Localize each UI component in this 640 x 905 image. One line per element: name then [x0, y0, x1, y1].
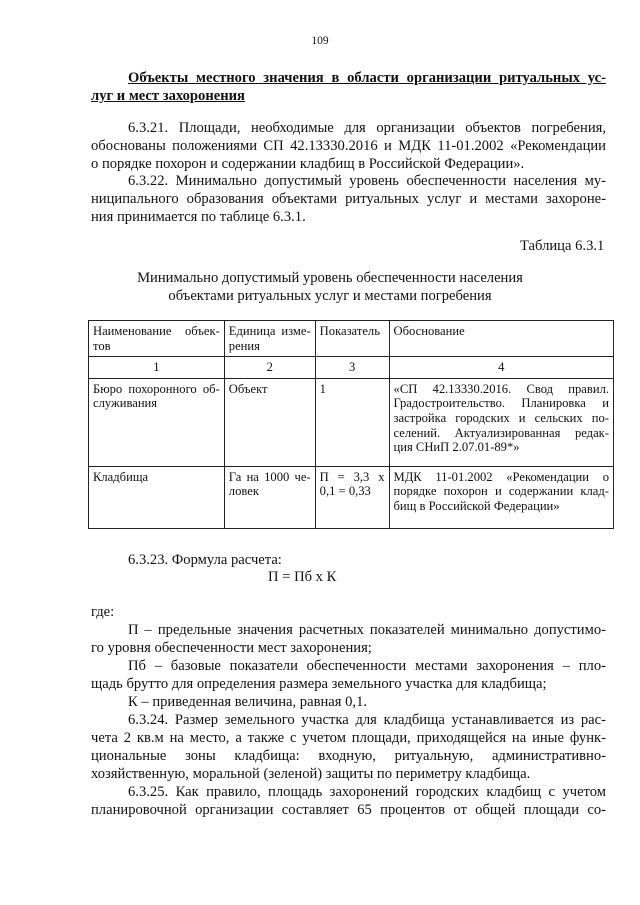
section-heading-line-2: луг и мест захоронения [91, 88, 245, 104]
cell-text: Объект [228, 381, 268, 396]
cell-text: селений. Актуализированная редак- [393, 425, 609, 440]
where-label: где: [91, 604, 115, 620]
definition-line: Пб – базовые показатели обеспеченности местами захоронения – пло- [128, 658, 606, 674]
header-cell-name [89, 321, 225, 357]
definition-line: го уровня обеспеченности мест захоронения; [91, 640, 372, 656]
paragraph-6-3-22-line: ниципального образования объектами ритуальных услуг и местами захороне- [91, 191, 606, 207]
table-row [89, 466, 614, 528]
definition-line: К – приведенная величина, равная 0,1. [128, 694, 368, 710]
paragraph-6-3-24-line: 6.3.24. Размер земельного участка для кладбища устанавливается из рас- [128, 712, 606, 728]
cell-text: 1 [319, 381, 326, 396]
cell-text: МДК 11-01.2002 «Рекомендации о [393, 469, 609, 484]
cell-text: служивания [93, 396, 158, 411]
paragraph-6-3-24-line: чета 2 кв.м на место, а также с учетом площади, приходящейся на иные функ- [91, 730, 606, 746]
table-caption: Таблица 6.3.1 [520, 238, 605, 254]
table-title-line-2: объектами ритуальных услуг и местами погребения [168, 288, 492, 304]
cell-text: «СП 42.13330.2016. Свод правил. [393, 381, 609, 396]
cell-text: ция СНиП 2.07.01-89*» [393, 440, 520, 455]
formula-label: 6.3.23. Формула расчета: [128, 552, 282, 568]
cell-unit [224, 466, 315, 528]
header-cell-basis [389, 321, 613, 357]
paragraph-6-3-21-line: 6.3.21. Площади, необходимые для организации объектов погребения, [128, 120, 606, 136]
cell-text: порядке похорон и содержании клад- [393, 484, 609, 499]
header-cell-unit [224, 321, 315, 357]
table-title-line-1: Минимально допустимый уровень обеспеченности населения [137, 270, 523, 286]
column-number: 3 [315, 357, 389, 379]
header-cell-text: Обоснование [393, 324, 465, 338]
cell-text: Кладбища [93, 469, 149, 484]
cell-value [315, 378, 389, 466]
cell-basis [389, 378, 613, 466]
cell-text: 0,1 = 0,33 [319, 484, 371, 499]
paragraph-6-3-24-line: хозяйственную, моральной (зеленой) защиты по периметру кладбища. [91, 766, 531, 782]
table-header-row [89, 321, 614, 357]
paragraph-6-3-25-line: планировочной организации составляет 65 процентов от общей площади со- [91, 802, 606, 818]
page-number: 109 [311, 35, 329, 47]
cell-unit [224, 378, 315, 466]
column-number: 2 [224, 357, 315, 379]
paragraph-6-3-21-line: обоснованы положениями СП 42.13330.2016 и МДК 11-01.2002 «Рекомендации [91, 138, 606, 154]
table-number-row [89, 357, 614, 379]
header-cell-value [315, 321, 389, 357]
paragraph-6-3-22-line: ния принимается по таблице 6.3.1. [91, 209, 306, 225]
formula-expression: П = Пб х К [268, 569, 337, 585]
header-cell-text: Наименование объек- [93, 324, 220, 338]
cell-text: бищ в Российской Федерации» [393, 498, 560, 513]
column-number: 1 [89, 357, 225, 379]
cell-basis [389, 466, 613, 528]
cell-name [89, 466, 225, 528]
cell-text: П = 3,3 х [319, 469, 385, 484]
column-number: 4 [389, 357, 613, 379]
header-cell-text: тов [93, 338, 111, 353]
table-row [89, 378, 614, 466]
paragraph-6-3-24-line: циональные зоны кладбища: входную, ритуальную, административно- [91, 748, 606, 764]
definition-line: щадь брутто для определения размера земельного участка для кладбища; [91, 676, 547, 692]
cell-name [89, 378, 225, 466]
cell-text: Градостроительство. Планировка и [393, 396, 609, 411]
norms-table [88, 320, 614, 529]
cell-text: Га на 1000 че- [228, 469, 311, 484]
paragraph-6-3-21-line: о порядке похорон и содержании кладбищ в Российской Федерации». [91, 156, 525, 172]
section-heading-line-1: Объекты местного значения в области организации ритуальных ус- [128, 70, 606, 86]
cell-text: застройка городских и сельских по- [393, 410, 609, 425]
definition-line: П – предельные значения расчетных показателей минимально допустимо- [128, 622, 606, 638]
cell-value [315, 466, 389, 528]
paragraph-6-3-25-line: 6.3.25. Как правило, площадь захоронений городских кладбищ с учетом [128, 784, 606, 800]
paragraph-6-3-22-line: 6.3.22. Минимально допустимый уровень обеспеченности населения му- [128, 173, 606, 189]
header-cell-text: Показатель [319, 324, 380, 338]
header-cell-text: рения [228, 338, 260, 353]
header-cell-text: Единица изме- [228, 324, 311, 338]
cell-text: ловек [228, 484, 259, 499]
cell-text: Бюро похоронного об- [93, 381, 220, 396]
